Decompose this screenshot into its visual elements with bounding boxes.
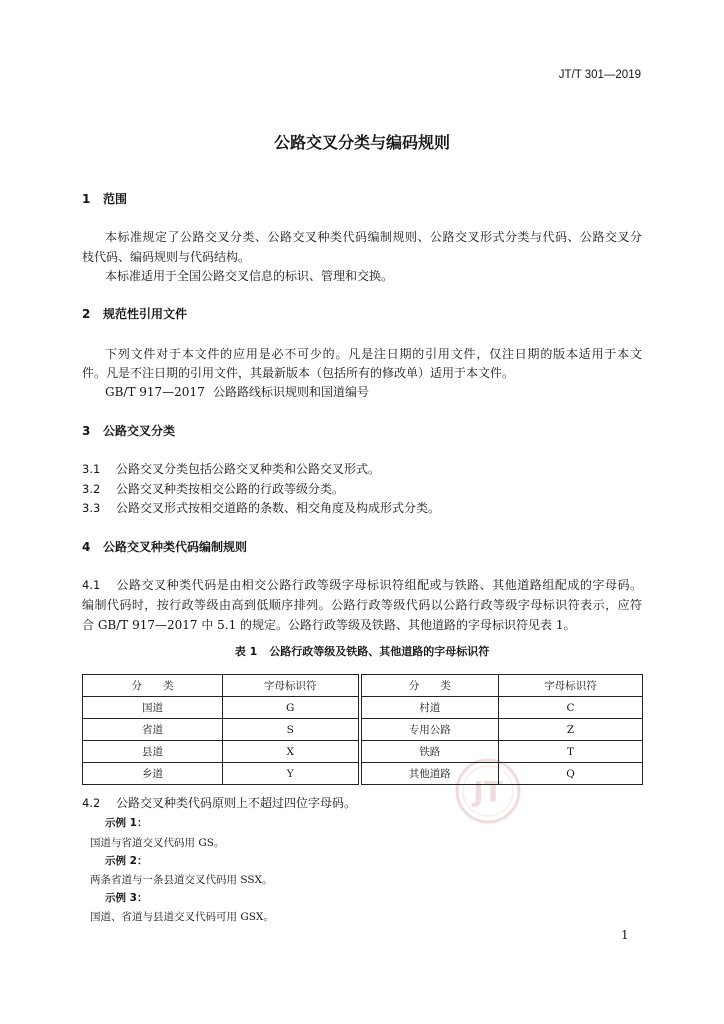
table-cell: 省道 (83, 719, 223, 741)
table-cell: X (223, 741, 360, 763)
example-label: 示例 1： (105, 817, 148, 829)
column-header: 字母标识符 (223, 675, 360, 697)
example-text: 国道与省道交叉代码用 GS。 (90, 837, 225, 849)
section-number: 2 (82, 307, 91, 321)
column-header: 分 类 (360, 675, 499, 697)
clause-text: 公路交叉种类代码原则上不超过四位字母码。 (116, 796, 357, 810)
table-cell: Q (499, 763, 643, 785)
table-cell: 其他道路 (360, 763, 499, 785)
paragraph-line: 件。凡是不注日期的引用文件，其最新版本（包括所有的修改单）适用于本文件。 (82, 366, 515, 380)
table-title: 公路行政等级及铁路、其他道路的字母标识符 (269, 645, 490, 658)
column-header: 字母标识符 (499, 675, 643, 697)
paragraph-line: 枝代码、编码规则与代码结构。 (82, 250, 251, 264)
table-label: 表 1 (234, 645, 258, 658)
clause-text: 公路交叉形式按相交道路的条数、相交角度及构成形式分类。 (116, 501, 441, 515)
table-cell: G (223, 697, 360, 719)
reference-code: GB/T 917—2017 (105, 385, 205, 399)
section-3-heading (82, 423, 175, 439)
table-cell: C (499, 697, 643, 719)
table-cell: T (499, 741, 643, 763)
table-caption (0, 644, 724, 660)
clause-number: 3.1 (82, 462, 101, 476)
table-row (83, 719, 643, 741)
clause-4-1-line: 合 GB/T 917—2017 中 5.1 的规定。公路行政等级及铁路、其他道路的字母标识符见表 1。 (82, 618, 576, 632)
clause-4-1-line: 编制代码时，按行政等级由高到低顺序排列。公路行政等级代码以公路行政等级字母标识符表示，应符 (82, 598, 642, 612)
section-title: 范围 (103, 192, 128, 206)
table-cell: 县道 (83, 741, 223, 763)
clause-3-1 (82, 461, 380, 477)
paragraph-line: 本标准规定了公路交叉分类、公路交叉种类代码编制规则、公路交叉形式分类与代码、公路交叉分 (105, 230, 642, 244)
table-row (83, 763, 643, 785)
reference-name: 公路路线标识规则和国道编号 (213, 385, 370, 399)
table-cell: 铁路 (360, 741, 499, 763)
example-label: 示例 2： (105, 855, 148, 867)
clause-3-3 (82, 500, 440, 516)
paragraph: 本标准适用于全国公路交叉信息的标识、管理和交换。 (105, 269, 394, 283)
table-header-row (83, 675, 643, 697)
clause-text: 公路交叉分类包括公路交叉种类和公路交叉形式。 (116, 462, 381, 476)
table-cell: S (223, 719, 360, 741)
document-title: 公路交叉分类与编码规则 (273, 133, 450, 152)
section-2-heading (82, 306, 187, 322)
paragraph-line: 下列文件对于本文件的应用是必不可少的。凡是注日期的引用文件，仅注日期的版本适用于本文 (105, 347, 642, 361)
page-number: 1 (621, 928, 629, 942)
clause-4-1-line (82, 577, 642, 593)
section-title: 公路交叉分类 (103, 424, 176, 438)
table-row (83, 741, 643, 763)
clause-number: 4.2 (82, 796, 101, 810)
identifier-table (82, 674, 643, 785)
table-cell: 乡道 (83, 763, 223, 785)
section-number: 4 (82, 540, 91, 554)
table-cell: 国道 (83, 697, 223, 719)
table-cell: Y (223, 763, 360, 785)
clause-text: 公路交叉种类按相交公路的行政等级分类。 (116, 482, 345, 496)
section-title: 规范性引用文件 (103, 307, 188, 321)
table-cell: 专用公路 (360, 719, 499, 741)
example-text: 国道、省道与县道交叉代码可用 GSX。 (90, 911, 274, 923)
clause-number: 4.1 (82, 578, 101, 592)
table-cell: 村道 (360, 697, 499, 719)
standard-code: JT/T 301—2019 (558, 69, 641, 81)
clause-4-2 (82, 795, 724, 811)
seal-lettering: JT (473, 775, 503, 808)
normative-reference (105, 384, 369, 400)
clause-number: 3.2 (82, 482, 101, 496)
section-1-heading (82, 191, 127, 207)
table-cell: Z (499, 719, 643, 741)
example-label: 示例 3： (105, 892, 148, 904)
section-title: 公路交叉种类代码编制规则 (103, 540, 248, 554)
column-header: 分 类 (83, 675, 223, 697)
section-4-heading (82, 539, 247, 555)
example-text: 两条省道与一条县道交叉代码用 SSX。 (90, 874, 273, 886)
section-number: 3 (82, 424, 91, 438)
clause-number: 3.3 (82, 501, 101, 515)
table-row (83, 697, 643, 719)
clause-3-2 (82, 481, 344, 497)
section-number: 1 (82, 192, 91, 206)
clause-text: 公路交叉种类代码是由相交公路行政等级字母标识符组配或与铁路、其他道路组配成的字母码。 (116, 578, 642, 592)
